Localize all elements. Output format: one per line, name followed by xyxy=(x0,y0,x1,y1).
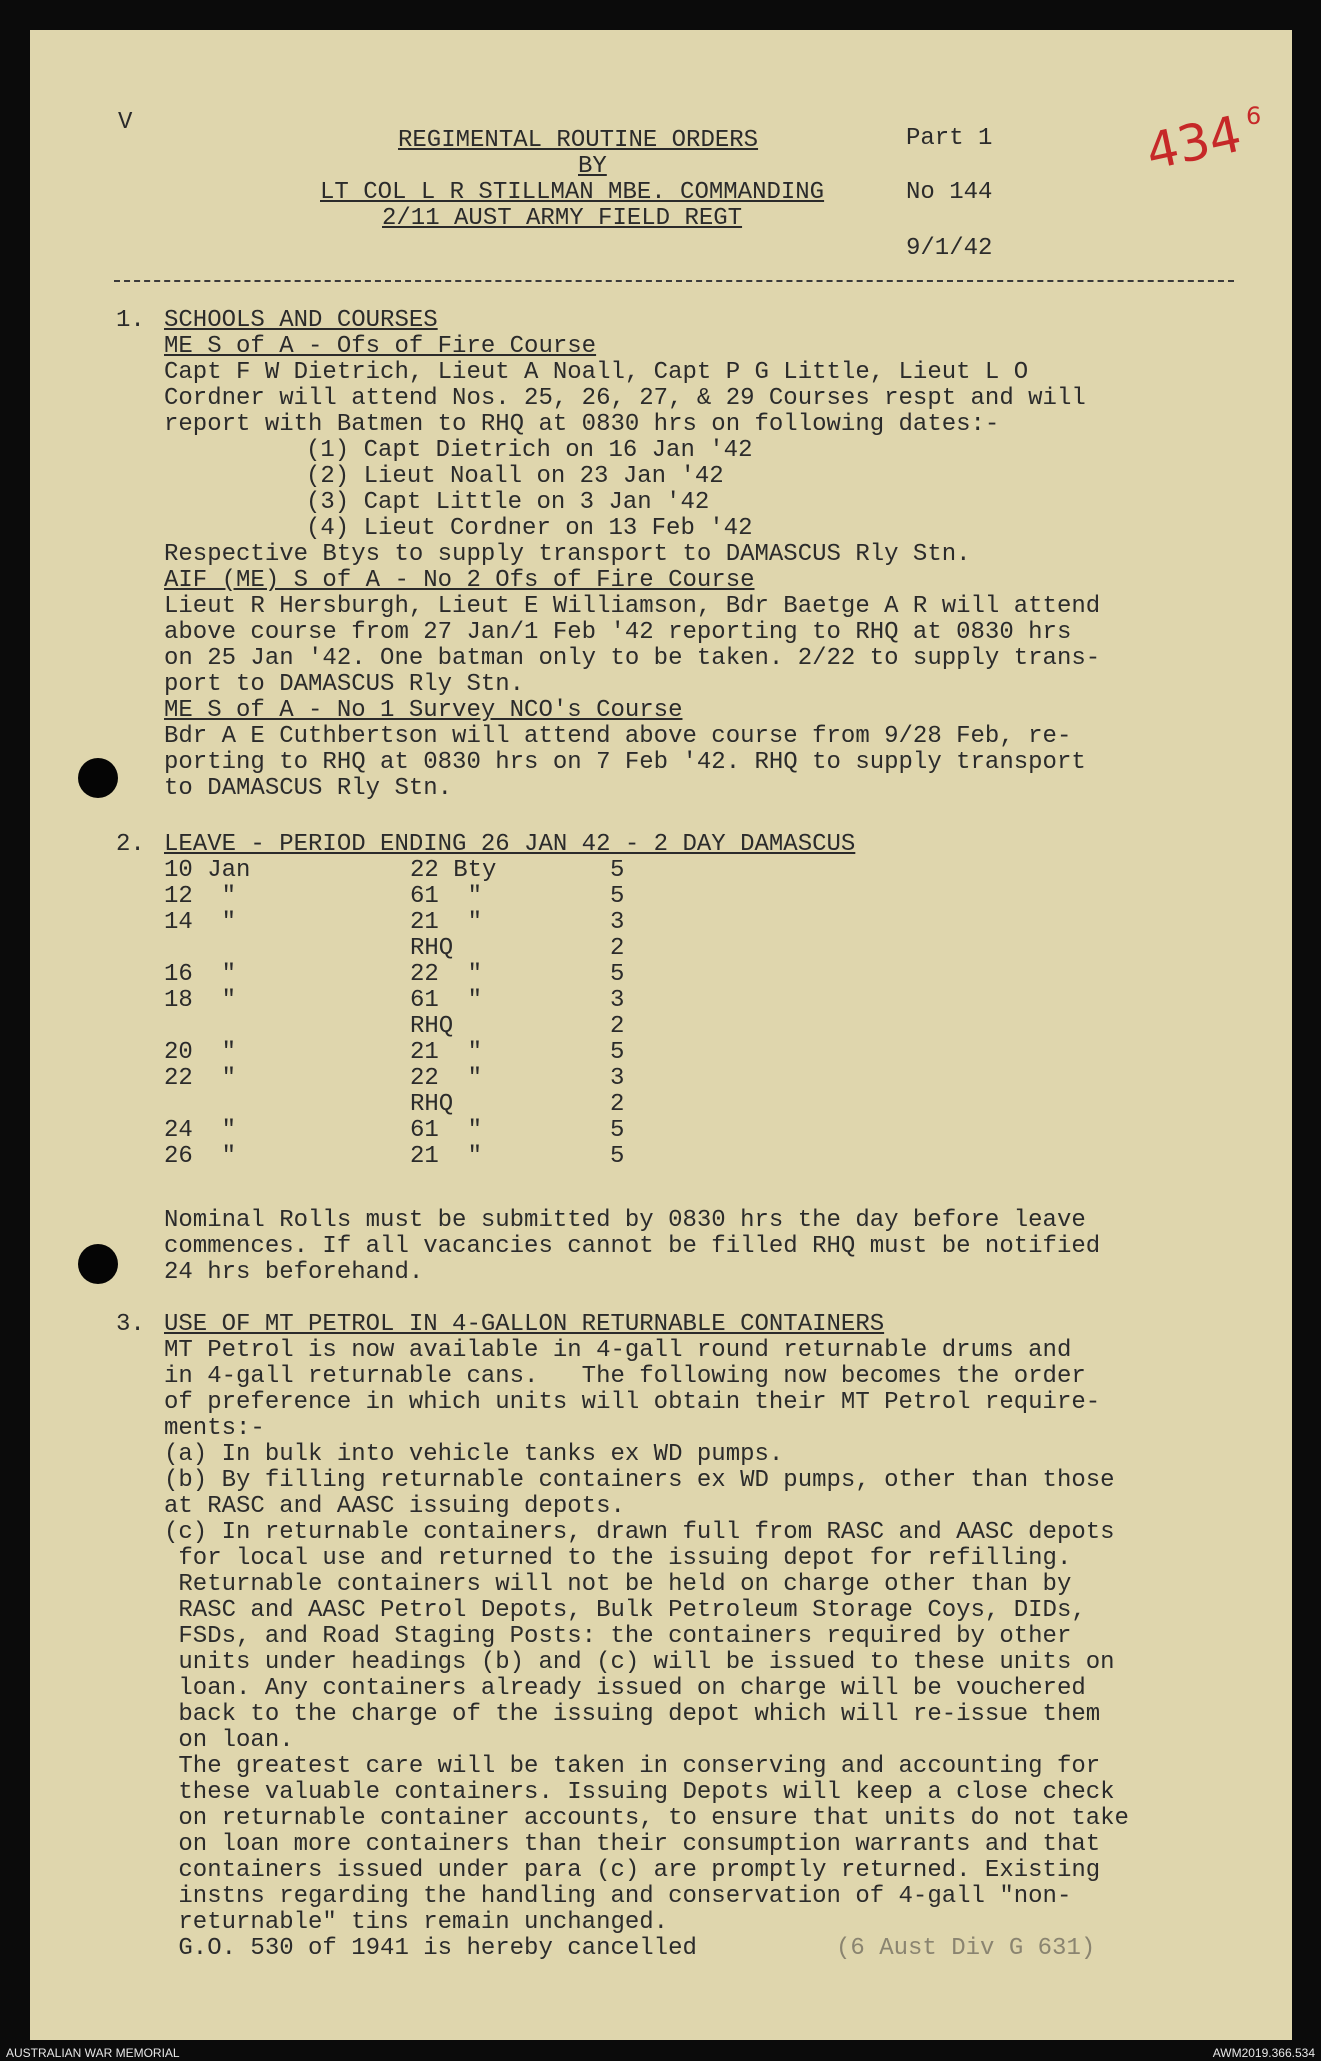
course-2-text-line: above course from 27 Jan/1 Feb '42 reporting to RHQ at 0830 hrs xyxy=(164,619,1072,646)
leave-row-count: 3 xyxy=(610,909,625,936)
punch-hole-top xyxy=(78,758,118,798)
leave-row-date: 10 Jan xyxy=(164,857,251,884)
leave-row-count: 3 xyxy=(610,1065,625,1092)
course-1-date-item: (4) Lieut Cordner on 13 Feb '42 xyxy=(306,515,753,542)
petrol-item-c-line: units under headings (b) and (c) will be issued to these units on xyxy=(164,1649,1115,1676)
petrol-item-c-line: loan. Any containers already issued on charge will be vouchered xyxy=(164,1675,1086,1702)
petrol-item-c-line: Returnable containers will not be held on charge other than by xyxy=(164,1571,1072,1598)
course-2-title: AIF (ME) S of A - No 2 Ofs of Fire Course xyxy=(164,567,755,594)
petrol-care-line: these valuable containers. Issuing Depots will keep a close check xyxy=(164,1779,1115,1806)
leave-row-count: 5 xyxy=(610,857,625,884)
document-page xyxy=(30,30,1292,2040)
petrol-intro-line: MT Petrol is now available in 4-gall round returnable drums and xyxy=(164,1337,1072,1364)
course-1-title: ME S of A - Ofs of Fire Course xyxy=(164,333,597,360)
commander-line: LT COL L R STILLMAN MBE. COMMANDING xyxy=(320,179,825,206)
leave-row-unit: 22 " xyxy=(410,961,483,988)
leave-row-date: 20 " xyxy=(164,1039,237,1066)
section-1-number: 1. xyxy=(116,307,145,334)
petrol-item-c-line: for local use and returned to the issuing depot for refilling. xyxy=(164,1545,1072,1572)
leave-row-unit: 22 " xyxy=(410,1065,483,1092)
leave-row-unit: RHQ xyxy=(410,1013,454,1040)
petrol-care-line: on returnable container accounts, to ensure that units do not take xyxy=(164,1805,1129,1832)
leave-row-unit: RHQ xyxy=(410,1091,454,1118)
leave-row-unit: 21 " xyxy=(410,1039,483,1066)
course-1-transport-note: Respective Btys to supply transport to DAMASCUS Rly Stn. xyxy=(164,541,971,568)
punch-hole-bottom xyxy=(78,1244,118,1284)
course-3-title: ME S of A - No 1 Survey NCO's Course xyxy=(164,697,683,724)
petrol-intro-line: of preference in which units will obtain their MT Petrol require- xyxy=(164,1389,1101,1416)
petrol-care-line: containers issued under para (c) are promptly returned. Existing xyxy=(164,1857,1101,1884)
leave-row-unit: 61 " xyxy=(410,987,483,1014)
section-1-heading: SCHOOLS AND COURSES xyxy=(164,307,438,334)
petrol-item-c-line: RASC and AASC Petrol Depots, Bulk Petroleum Storage Coys, DIDs, xyxy=(164,1597,1086,1624)
course-3-text-line: porting to RHQ at 0830 hrs on 7 Feb '42. RHQ to supply transport xyxy=(164,749,1086,776)
footer-institution: AUSTRALIAN WAR MEMORIAL xyxy=(6,2046,180,2060)
leave-row-count: 5 xyxy=(610,1039,625,1066)
section-2-number: 2. xyxy=(116,831,145,858)
folio-number: 434 xyxy=(1141,104,1247,182)
order-date: 9/1/42 xyxy=(906,235,993,262)
course-1-text-line: Capt F W Dietrich, Lieut A Noall, Capt P G Little, Lieut L O xyxy=(164,359,1029,386)
section-3-heading: USE OF MT PETROL IN 4-GALLON RETURNABLE CONTAINERS xyxy=(164,1311,885,1338)
course-1-date-item: (1) Capt Dietrich on 16 Jan '42 xyxy=(306,437,753,464)
document-title: REGIMENTAL ROUTINE ORDERS xyxy=(398,127,759,154)
course-1-date-item: (2) Lieut Noall on 23 Jan '42 xyxy=(306,463,724,490)
folio-suffix: 6 xyxy=(1246,102,1262,130)
petrol-care-line: The greatest care will be taken in conserving and accounting for xyxy=(164,1753,1101,1780)
course-1-text-line: report with Batmen to RHQ at 0830 hrs on following dates:- xyxy=(164,411,1000,438)
leave-row-date: 18 " xyxy=(164,987,237,1014)
leave-row-count: 5 xyxy=(610,1143,625,1170)
handwritten-mark: V xyxy=(118,109,133,136)
course-1-date-item: (3) Capt Little on 3 Jan '42 xyxy=(306,489,710,516)
leave-row-unit: 22 Bty xyxy=(410,857,497,884)
petrol-item-b-line: at RASC and AASC issuing depots. xyxy=(164,1493,625,1520)
leave-row-unit: RHQ xyxy=(410,935,454,962)
petrol-item-c-line: on loan. xyxy=(164,1727,294,1754)
course-2-text-line: port to DAMASCUS Rly Stn. xyxy=(164,671,525,698)
petrol-care-line: returnable" tins remain unchanged. xyxy=(164,1909,669,1936)
footer-accession-number: AWM2019.366.534 xyxy=(1212,2046,1315,2060)
leave-row-date: 16 " xyxy=(164,961,237,988)
petrol-item-c-line: FSDs, and Road Staging Posts: the containers required by other xyxy=(164,1623,1072,1650)
leave-row-date: 24 " xyxy=(164,1117,237,1144)
leave-row-date: 26 " xyxy=(164,1143,237,1170)
document-by: BY xyxy=(578,153,607,180)
leave-row-date: 14 " xyxy=(164,909,237,936)
petrol-item-b-line: (b) By filling returnable containers ex WD pumps, other than those xyxy=(164,1467,1115,1494)
leave-row-count: 2 xyxy=(610,1091,625,1118)
leave-row-count: 2 xyxy=(610,935,625,962)
unit-line: 2/11 AUST ARMY FIELD REGT xyxy=(382,205,743,232)
course-1-text-line: Cordner will attend Nos. 25, 26, 27, & 29 Courses respt and will xyxy=(164,385,1086,412)
leave-row-unit: 21 " xyxy=(410,1143,483,1170)
header-rule xyxy=(114,280,1234,282)
course-2-text-line: Lieut R Hersburgh, Lieut E Williamson, Bdr Baetge A R will attend xyxy=(164,593,1101,620)
petrol-item-c-line: (c) In returnable containers, drawn full from RASC and AASC depots xyxy=(164,1519,1115,1546)
section-3-number: 3. xyxy=(116,1311,145,1338)
petrol-care-line: instns regarding the handling and conservation of 4-gall "non- xyxy=(164,1883,1072,1910)
cancellation-note: G.O. 530 of 1941 is hereby cancelled xyxy=(164,1935,697,1962)
section-2-heading: LEAVE - PERIOD ENDING 26 JAN 42 - 2 DAY DAMASCUS xyxy=(164,831,856,858)
petrol-care-line: on loan more containers than their consumption warrants and that xyxy=(164,1831,1101,1858)
leave-row-count: 3 xyxy=(610,987,625,1014)
part-label: Part 1 xyxy=(906,125,993,152)
leave-row-unit: 21 " xyxy=(410,909,483,936)
leave-note-line: Nominal Rolls must be submitted by 0830 hrs the day before leave xyxy=(164,1207,1086,1234)
leave-row-count: 5 xyxy=(610,883,625,910)
course-3-text-line: Bdr A E Cuthbertson will attend above course from 9/28 Feb, re- xyxy=(164,723,1072,750)
leave-row-count: 5 xyxy=(610,1117,625,1144)
petrol-item-c-line: back to the charge of the issuing depot which will re-issue them xyxy=(164,1701,1101,1728)
leave-row-date: 12 " xyxy=(164,883,237,910)
leave-row-unit: 61 " xyxy=(410,1117,483,1144)
order-number: No 144 xyxy=(906,179,993,206)
leave-note-line: commences. If all vacancies cannot be filled RHQ must be notified xyxy=(164,1233,1101,1260)
leave-row-count: 5 xyxy=(610,961,625,988)
cancellation-reference: (6 Aust Div G 631) xyxy=(836,1935,1096,1962)
leave-row-unit: 61 " xyxy=(410,883,483,910)
leave-row-date: 22 " xyxy=(164,1065,237,1092)
course-3-text-line: to DAMASCUS Rly Stn. xyxy=(164,775,453,802)
leave-row-count: 2 xyxy=(610,1013,625,1040)
course-2-text-line: on 25 Jan '42. One batman only to be taken. 2/22 to supply trans- xyxy=(164,645,1101,672)
petrol-intro-line: in 4-gall returnable cans. The following now becomes the order xyxy=(164,1363,1086,1390)
petrol-intro-line: ments:- xyxy=(164,1415,265,1442)
leave-note-line: 24 hrs beforehand. xyxy=(164,1259,424,1286)
petrol-item-a: (a) In bulk into vehicle tanks ex WD pumps. xyxy=(164,1441,784,1468)
